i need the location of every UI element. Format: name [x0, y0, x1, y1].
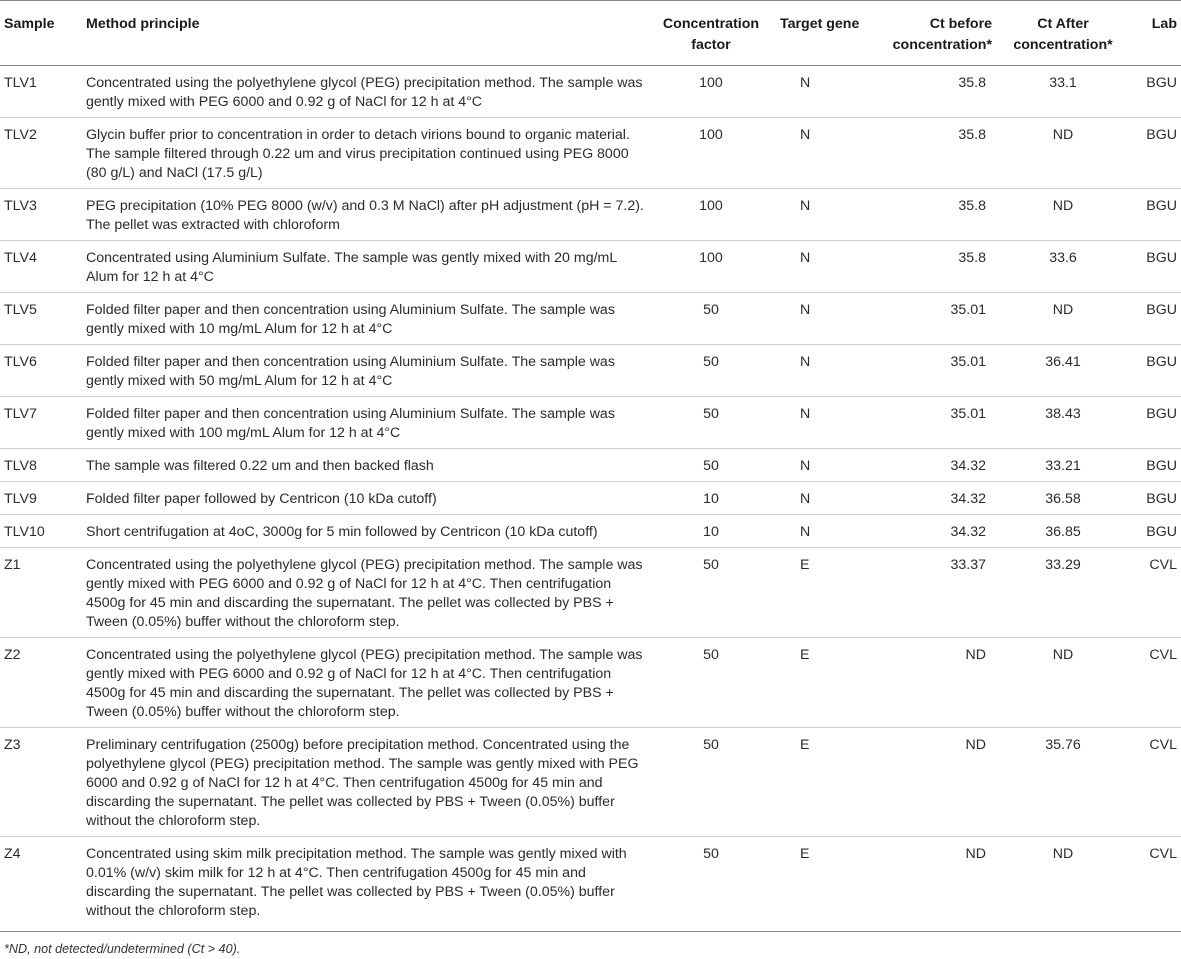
cell-lab: BGU: [1126, 189, 1181, 241]
cell-target-gene: N: [774, 449, 874, 482]
cell-ct-after: 36.41: [1000, 345, 1126, 397]
cell-concentration-factor: 50: [648, 397, 774, 449]
table-row: [0, 118, 1181, 189]
cell-ct-before: 35.01: [874, 293, 1000, 345]
cell-ct-after: 33.6: [1000, 241, 1126, 293]
cell-ct-before: ND: [874, 638, 1000, 728]
cell-ct-after: 33.29: [1000, 548, 1126, 638]
cell-lab: BGU: [1126, 66, 1181, 118]
header-lab: Lab: [1126, 1, 1181, 66]
cell-ct-before: 35.8: [874, 118, 1000, 189]
cell-concentration-factor: 50: [648, 449, 774, 482]
table-row: [0, 515, 1181, 548]
cell-method: Concentrated using skim milk precipitation method. The sample was gently mixed with 0.01% (w/v) skim milk for 12 h at 4°C. Then centrifugation 4500g for 45 min and discarding the supernatant. The pellet was collected by PBS + Tween (0.05%) buffer without the chloroform step.: [80, 837, 648, 932]
cell-ct-after: ND: [1000, 638, 1126, 728]
cell-method: Concentrated using the polyethylene glycol (PEG) precipitation method. The sample was gently mixed with PEG 6000 and 0.92 g of NaCl for 12 h at 4°C. Then centrifugation 4500g for 45 min and discarding the supernatant. The pellet was collected by PBS + Tween (0.05%) buffer without the chloroform step.: [80, 548, 648, 638]
cell-target-gene: N: [774, 482, 874, 515]
table-row: [0, 548, 1181, 638]
cell-sample: TLV7: [0, 397, 80, 449]
cell-concentration-factor: 50: [648, 728, 774, 837]
cell-ct-after: 35.76: [1000, 728, 1126, 837]
cell-lab: BGU: [1126, 241, 1181, 293]
cell-concentration-factor: 100: [648, 66, 774, 118]
cell-concentration-factor: 50: [648, 293, 774, 345]
cell-ct-before: 35.8: [874, 189, 1000, 241]
cell-method: Short centrifugation at 4oC, 3000g for 5 min followed by Centricon (10 kDa cutoff): [80, 515, 648, 548]
table-body: [0, 66, 1181, 932]
cell-sample: TLV8: [0, 449, 80, 482]
cell-sample: TLV4: [0, 241, 80, 293]
cell-ct-before: 35.8: [874, 241, 1000, 293]
cell-method: PEG precipitation (10% PEG 8000 (w/v) and 0.3 M NaCl) after pH adjustment (pH = 7.2). The pellet was extracted with chloroform: [80, 189, 648, 241]
table-row: [0, 482, 1181, 515]
table-row: [0, 449, 1181, 482]
table-row: [0, 728, 1181, 837]
cell-target-gene: N: [774, 345, 874, 397]
cell-sample: Z2: [0, 638, 80, 728]
cell-ct-before: 34.32: [874, 449, 1000, 482]
header-method-principle: Method principle: [80, 1, 648, 66]
table-row: [0, 293, 1181, 345]
cell-sample: TLV10: [0, 515, 80, 548]
table-row: [0, 837, 1181, 932]
cell-ct-after: 36.85: [1000, 515, 1126, 548]
cell-target-gene: E: [774, 837, 874, 932]
cell-method: Glycin buffer prior to concentration in order to detach virions bound to organic material. The sample filtered through 0.22 um and virus precipitation continued using PEG 8000 (80 g/L) and NaCl (17.5 g/L): [80, 118, 648, 189]
cell-ct-before: 34.32: [874, 482, 1000, 515]
table-header: [0, 1, 1181, 66]
cell-ct-before: 34.32: [874, 515, 1000, 548]
cell-target-gene: N: [774, 241, 874, 293]
cell-ct-after: ND: [1000, 293, 1126, 345]
cell-concentration-factor: 100: [648, 241, 774, 293]
cell-ct-after: ND: [1000, 837, 1126, 932]
cell-concentration-factor: 50: [648, 548, 774, 638]
cell-concentration-factor: 100: [648, 118, 774, 189]
cell-lab: BGU: [1126, 345, 1181, 397]
cell-method: Concentrated using the polyethylene glycol (PEG) precipitation method. The sample was gently mixed with PEG 6000 and 0.92 g of NaCl for 12 h at 4°C: [80, 66, 648, 118]
table-row: [0, 241, 1181, 293]
cell-ct-before: ND: [874, 837, 1000, 932]
cell-lab: CVL: [1126, 728, 1181, 837]
cell-method: Folded filter paper and then concentration using Aluminium Sulfate. The sample was gently mixed with 50 mg/mL Alum for 12 h at 4°C: [80, 345, 648, 397]
table-row: [0, 66, 1181, 118]
cell-method: Folded filter paper and then concentration using Aluminium Sulfate. The sample was gently mixed with 100 mg/mL Alum for 12 h at 4°C: [80, 397, 648, 449]
cell-lab: BGU: [1126, 515, 1181, 548]
cell-target-gene: E: [774, 548, 874, 638]
cell-ct-before: 35.8: [874, 66, 1000, 118]
header-row: [0, 1, 1181, 66]
cell-concentration-factor: 100: [648, 189, 774, 241]
cell-ct-before: 33.37: [874, 548, 1000, 638]
table-row: [0, 638, 1181, 728]
cell-sample: TLV1: [0, 66, 80, 118]
cell-target-gene: N: [774, 118, 874, 189]
cell-ct-after: ND: [1000, 189, 1126, 241]
cell-concentration-factor: 50: [648, 837, 774, 932]
header-target-gene: Target gene: [774, 1, 874, 66]
cell-lab: BGU: [1126, 397, 1181, 449]
cell-concentration-factor: 50: [648, 638, 774, 728]
cell-concentration-factor: 10: [648, 515, 774, 548]
cell-target-gene: N: [774, 189, 874, 241]
cell-method: Concentrated using Aluminium Sulfate. The sample was gently mixed with 20 mg/mL Alum for 12 h at 4°C: [80, 241, 648, 293]
cell-lab: BGU: [1126, 118, 1181, 189]
cell-ct-after: ND: [1000, 118, 1126, 189]
header-ct-before: Ct before concentration*: [874, 1, 1000, 66]
cell-target-gene: N: [774, 397, 874, 449]
cell-target-gene: E: [774, 728, 874, 837]
cell-concentration-factor: 50: [648, 345, 774, 397]
cell-target-gene: E: [774, 638, 874, 728]
cell-lab: BGU: [1126, 293, 1181, 345]
cell-ct-after: 36.58: [1000, 482, 1126, 515]
cell-method: Preliminary centrifugation (2500g) before precipitation method. Concentrated using the polyethylene glycol (PEG) precipitation method. The sample was gently mixed with PEG 6000 and 0.92 g of NaCl for 12 h at 4°C. Then centrifugation 4500g for 45 min and discarding the supernatant. The pellet was collected by PBS + Tween (0.05%) buffer without the chloroform step.: [80, 728, 648, 837]
table-row: [0, 189, 1181, 241]
cell-lab: CVL: [1126, 638, 1181, 728]
cell-lab: CVL: [1126, 837, 1181, 932]
cell-method: Folded filter paper and then concentration using Aluminium Sulfate. The sample was gently mixed with 10 mg/mL Alum for 12 h at 4°C: [80, 293, 648, 345]
cell-lab: BGU: [1126, 449, 1181, 482]
cell-sample: TLV9: [0, 482, 80, 515]
cell-ct-before: 35.01: [874, 397, 1000, 449]
cell-sample: TLV3: [0, 189, 80, 241]
cell-sample: TLV2: [0, 118, 80, 189]
table-row: [0, 397, 1181, 449]
header-ct-after: Ct After concentration*: [1000, 1, 1126, 66]
cell-sample: Z4: [0, 837, 80, 932]
header-concentration-factor: Concentration factor: [648, 1, 774, 66]
table-footnote: *ND, not detected/undetermined (Ct > 40).: [4, 942, 241, 956]
cell-method: Concentrated using the polyethylene glycol (PEG) precipitation method. The sample was gently mixed with PEG 6000 and 0.92 g of NaCl for 12 h at 4°C. Then centrifugation 4500g for 45 min and discarding the supernatant. The pellet was collected by PBS + Tween (0.05%) buffer without the chloroform step.: [80, 638, 648, 728]
cell-ct-before: ND: [874, 728, 1000, 837]
cell-target-gene: N: [774, 293, 874, 345]
cell-lab: CVL: [1126, 548, 1181, 638]
cell-sample: TLV6: [0, 345, 80, 397]
cell-sample: Z3: [0, 728, 80, 837]
cell-ct-after: 33.21: [1000, 449, 1126, 482]
cell-ct-after: 33.1: [1000, 66, 1126, 118]
cell-concentration-factor: 10: [648, 482, 774, 515]
cell-target-gene: N: [774, 515, 874, 548]
table-row: [0, 345, 1181, 397]
cell-ct-after: 38.43: [1000, 397, 1126, 449]
cell-method: The sample was filtered 0.22 um and then backed flash: [80, 449, 648, 482]
cell-target-gene: N: [774, 66, 874, 118]
cell-method: Folded filter paper followed by Centricon (10 kDa cutoff): [80, 482, 648, 515]
cell-lab: BGU: [1126, 482, 1181, 515]
cell-sample: Z1: [0, 548, 80, 638]
header-sample: Sample: [0, 1, 80, 66]
cell-sample: TLV5: [0, 293, 80, 345]
cell-ct-before: 35.01: [874, 345, 1000, 397]
